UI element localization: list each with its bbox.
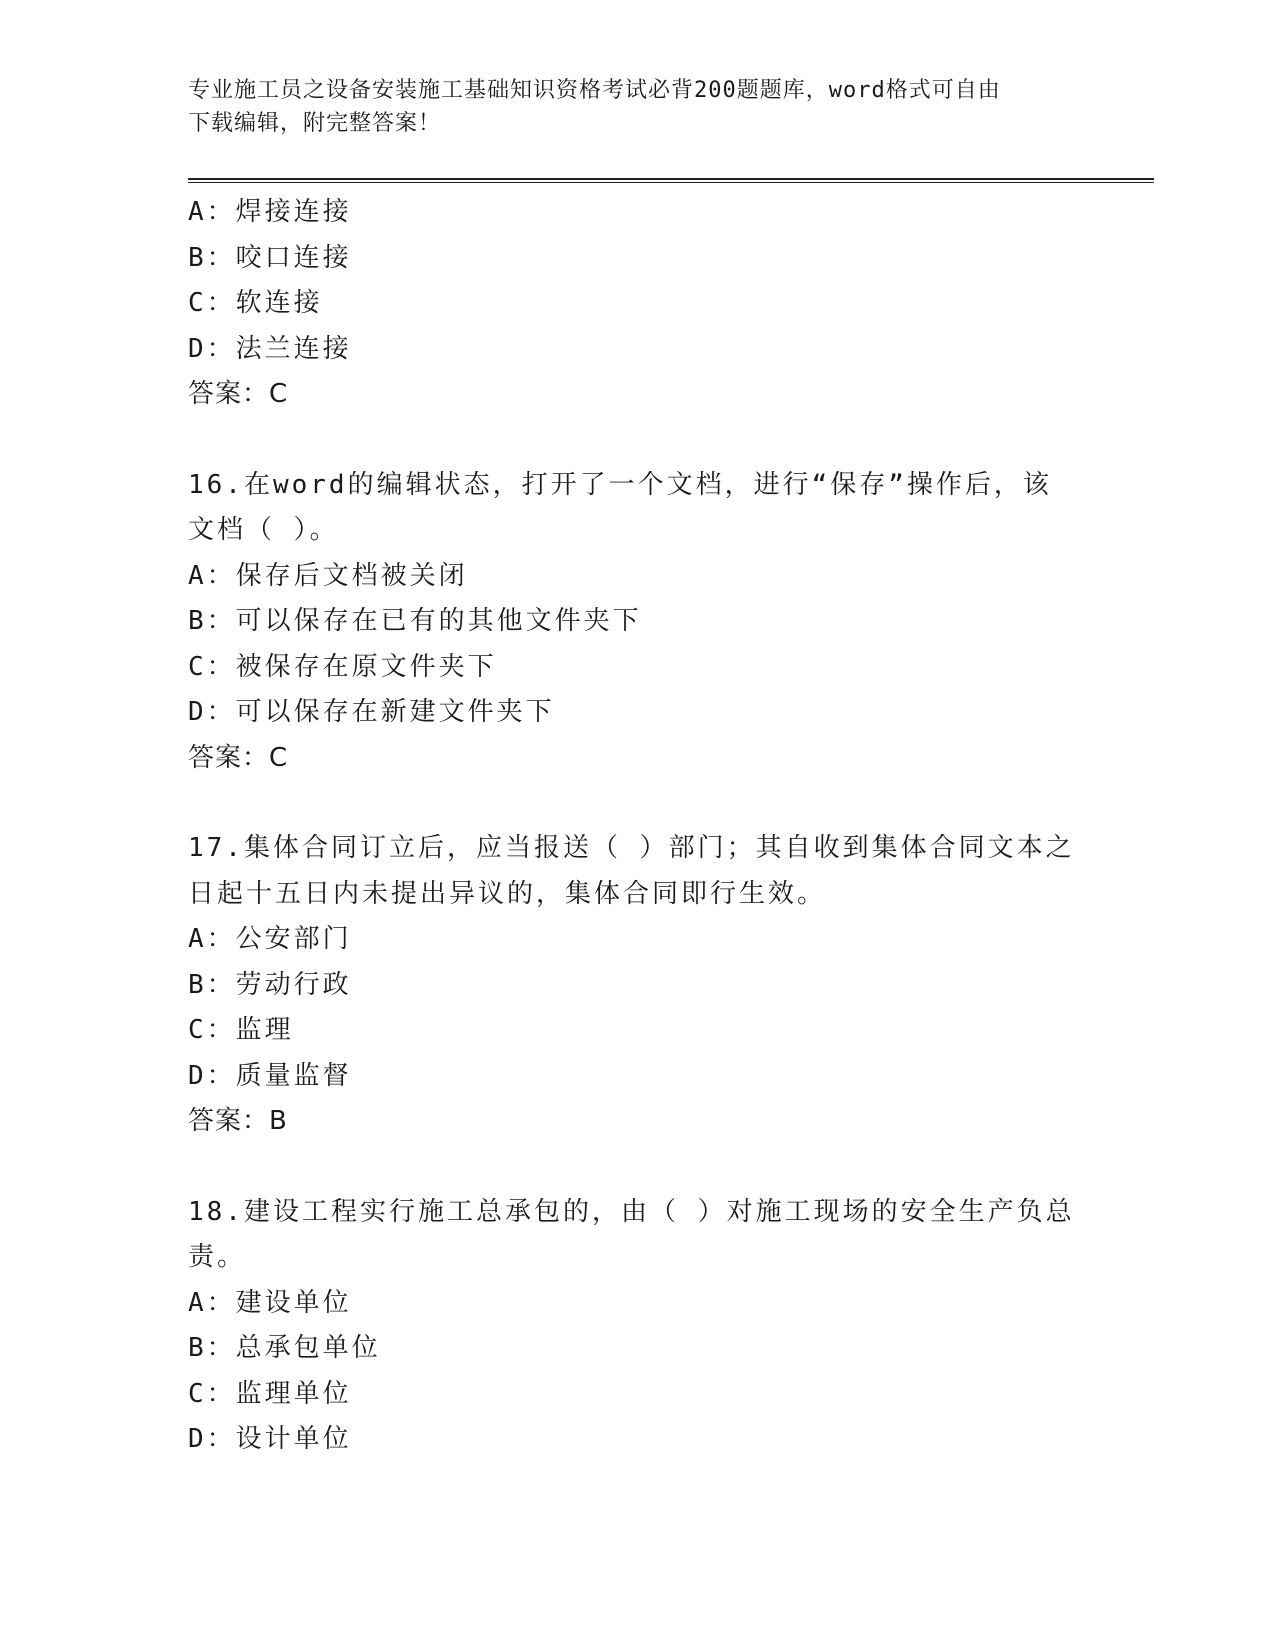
- question-text-line-2: 日起十五日内未提出异议的，集体合同即行生效。: [188, 878, 827, 909]
- option-b: B：总承包单位: [188, 1333, 381, 1363]
- spacer: [188, 1145, 1088, 1190]
- option-c: C：监理单位: [188, 1378, 352, 1409]
- header-title-line-1: 专业施工员之设备安装施工基础知识资格考试必背200题题库，word格式可自由: [188, 78, 1001, 103]
- answer: 答案：C: [188, 379, 289, 409]
- option-b: B：可以保存在已有的其他文件夹下: [188, 606, 642, 636]
- answer: 答案：C: [188, 742, 289, 773]
- option-d: D：法兰连接: [188, 333, 352, 364]
- header-divider: [188, 178, 1154, 183]
- spacer: [188, 781, 1088, 826]
- question-17: [188, 826, 1088, 1145]
- option-c: C：软连接: [188, 288, 323, 318]
- option-d: D：质量监督: [188, 1060, 352, 1091]
- question-text-line-2: 文档（ ）。: [188, 515, 339, 545]
- option-d: D：可以保存在新建文件夹下: [188, 697, 555, 727]
- question-18: [188, 1190, 1088, 1463]
- answer: 答案：B: [188, 1106, 288, 1136]
- question-text-line-1: 18.建设工程实行施工总承包的，由（ ）对施工现场的安全生产负总: [188, 1196, 1075, 1227]
- question-16: [188, 463, 1088, 782]
- option-b: B：劳动行政: [188, 969, 352, 1000]
- option-c: C：被保存在原文件夹下: [188, 651, 497, 682]
- question-text-line-2: 责。: [188, 1242, 247, 1272]
- option-a: A：焊接连接: [188, 197, 352, 227]
- header-title-line-2: 下载编辑，附完整答案！: [188, 111, 442, 136]
- question-text-line-1: 16.在word的编辑状态，打开了一个文档，进行“保存”操作后，该: [188, 469, 1052, 500]
- option-d: D：设计单位: [188, 1424, 352, 1454]
- document-body: [188, 190, 1088, 1463]
- option-b: B：咬口连接: [188, 242, 352, 273]
- option-c: C：监理: [188, 1015, 294, 1045]
- option-a: A：保存后文档被关闭: [188, 560, 468, 591]
- option-a: A：建设单位: [188, 1287, 352, 1318]
- option-a: A：公安部门: [188, 924, 352, 954]
- question-text-line-1: 17.集体合同订立后，应当报送（ ）部门；其自收到集体合同文本之: [188, 833, 1075, 863]
- document-header: [188, 74, 1088, 140]
- question-15-options: [188, 190, 1088, 418]
- spacer: [188, 418, 1088, 463]
